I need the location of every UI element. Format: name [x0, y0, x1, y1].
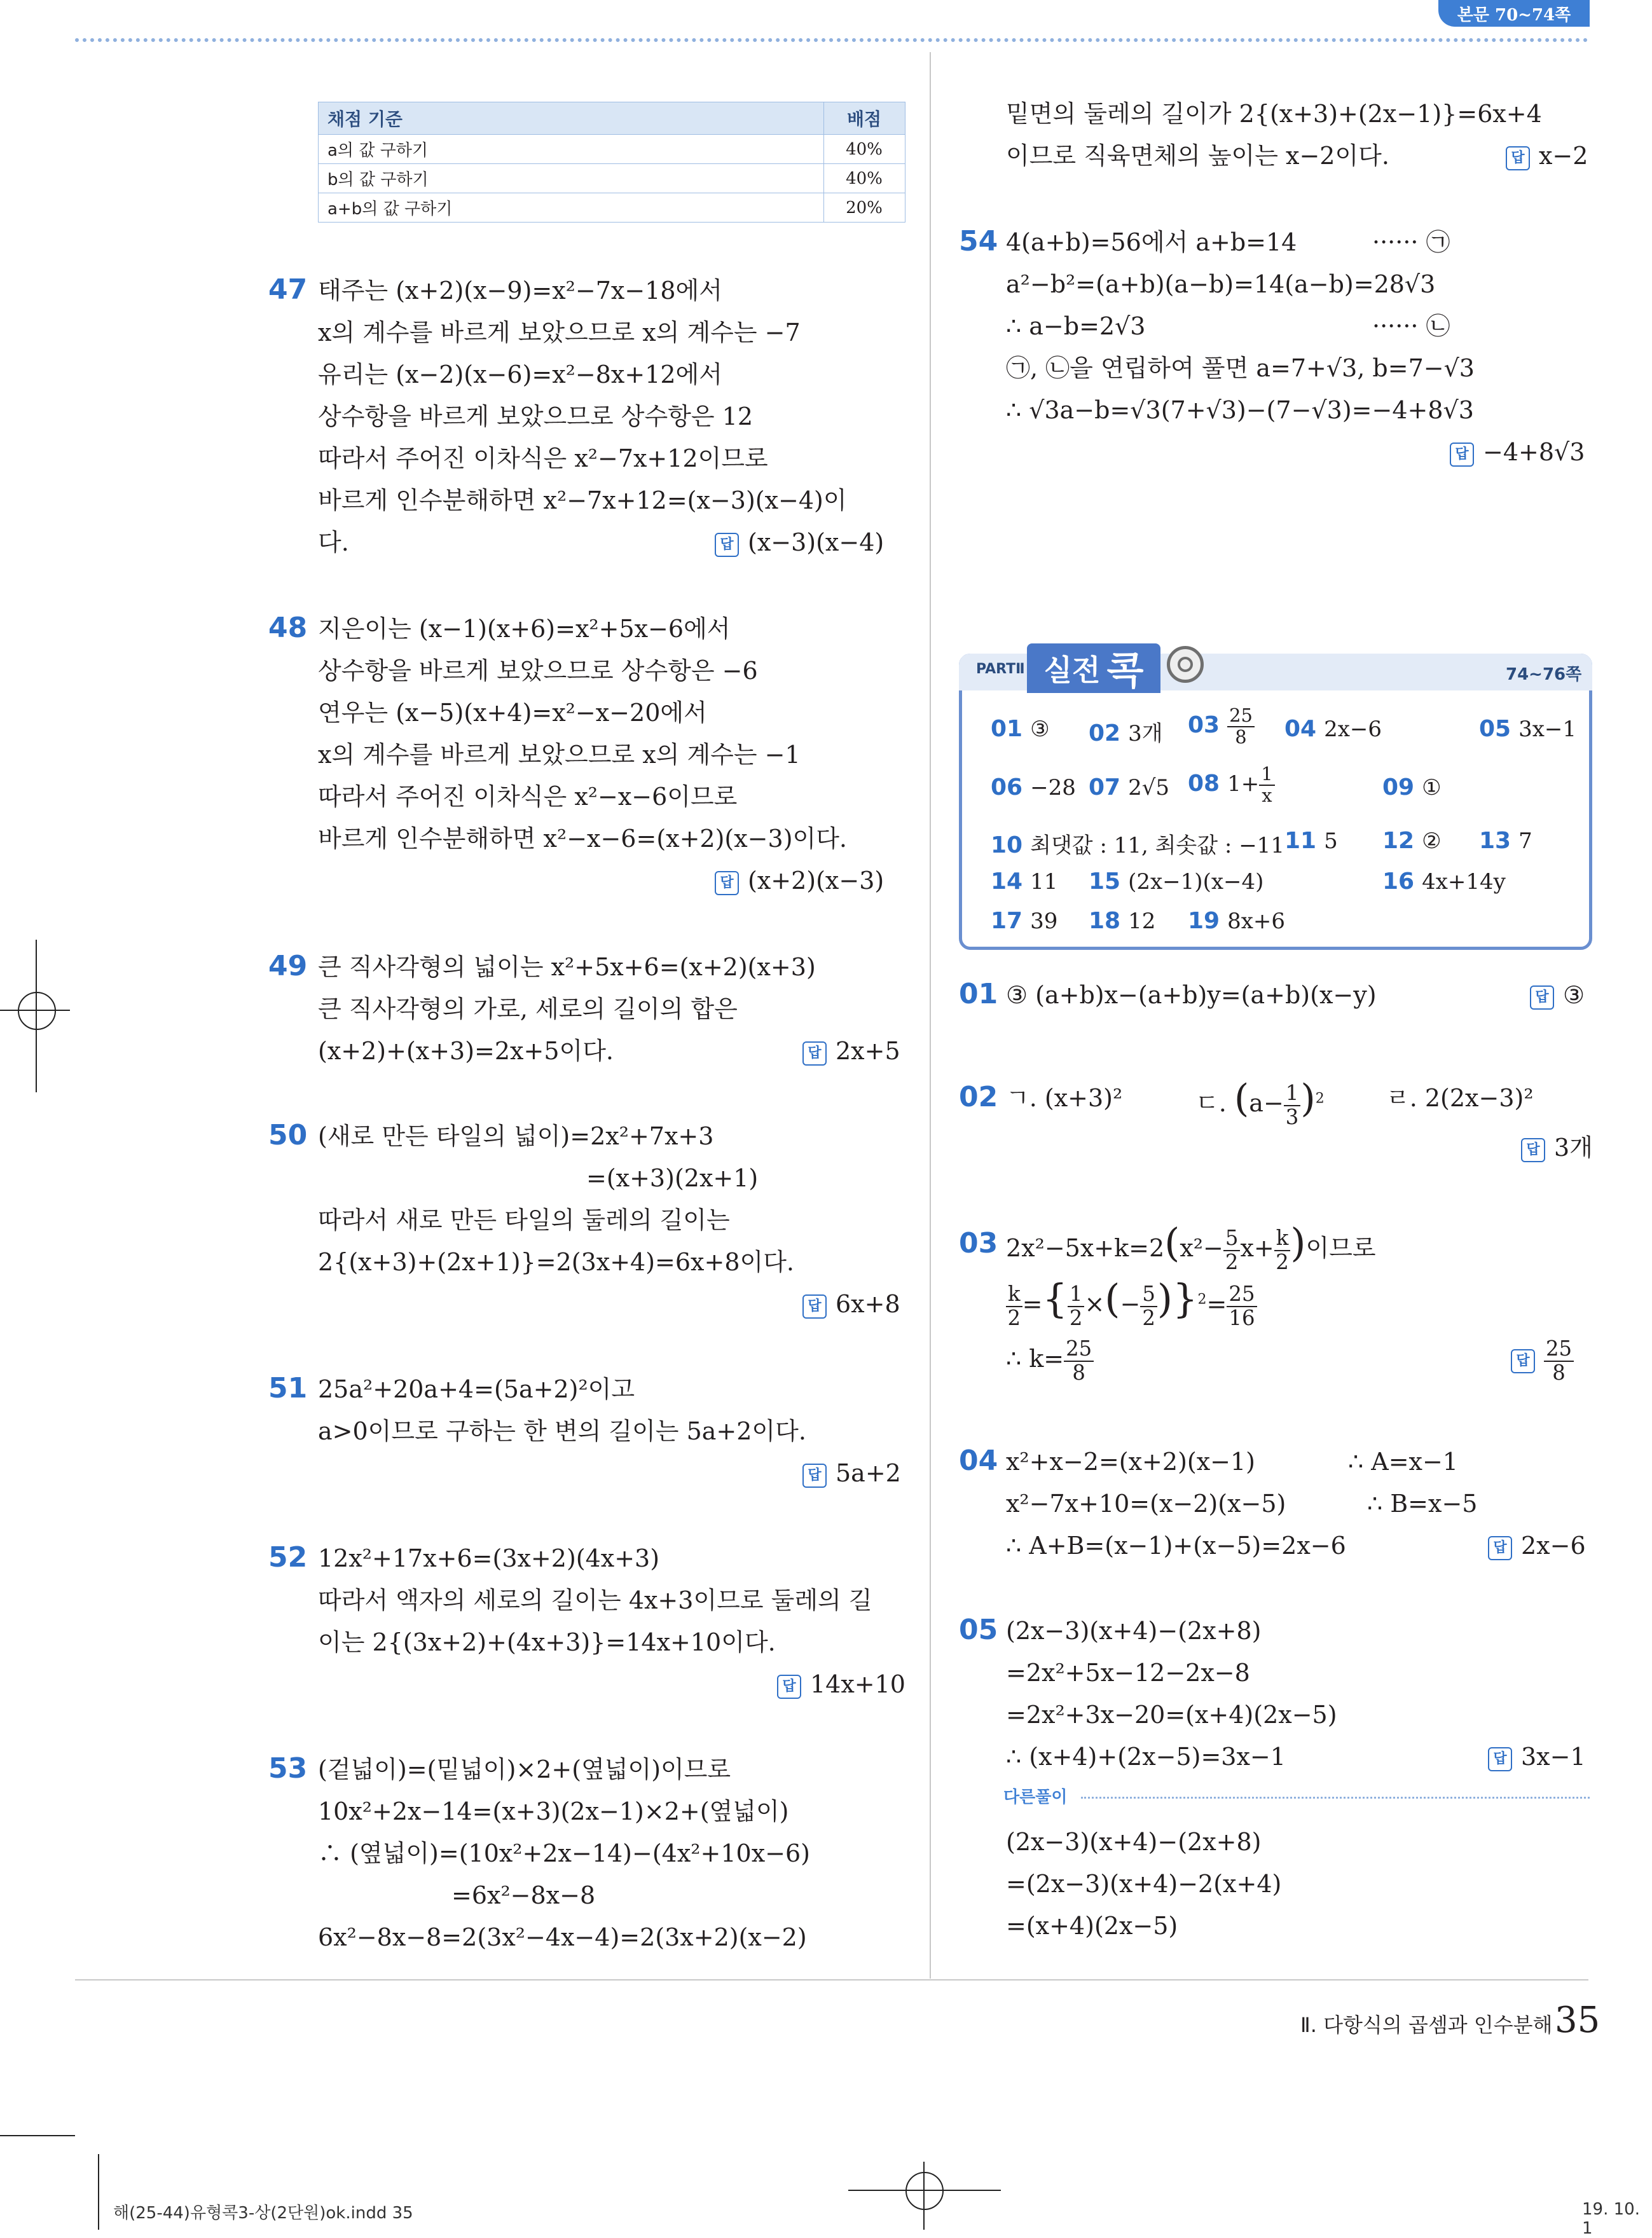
answer-mark-icon: 답: [1511, 1349, 1535, 1373]
quick-answer: [1089, 868, 1263, 895]
quick-answer: [1089, 774, 1169, 800]
quick-answer-number: 12: [1382, 828, 1415, 854]
solution-line: ∴ A=x−1: [1348, 1448, 1458, 1476]
problem-line: 25a²+20a+4=(5a+2)²이고: [318, 1375, 635, 1403]
problem-line: (x+2)+(x+3)=2x+5이다.: [318, 1037, 614, 1065]
part-label: PARTⅡ: [976, 661, 1025, 677]
crop-mark: [98, 2154, 99, 2230]
answer: [1521, 1132, 1593, 1164]
table-cell: a+b의 값 구하기: [319, 193, 824, 223]
problem-line: 따라서 주어진 이차식은 x²−7x+12이므로: [318, 444, 768, 472]
problem-line: 상수항을 바르게 보았으므로 상수항은 −6: [318, 657, 758, 685]
problem-line: x의 계수를 바르게 보았으므로 x의 계수는 −1: [318, 741, 801, 769]
quick-answer-number: 14: [991, 868, 1023, 895]
quick-answer-number: 04: [1284, 716, 1317, 742]
grading-table: [318, 102, 905, 223]
problem-number: 53: [268, 1752, 308, 1785]
quick-answer: [1188, 706, 1255, 748]
quick-answer-value: 3x−1: [1518, 717, 1577, 742]
page-range: 74~76쪽: [1506, 665, 1582, 684]
quick-answer-value: ①: [1422, 775, 1442, 800]
answer: [802, 1035, 900, 1067]
answer: [802, 1457, 901, 1489]
solution-number: 01: [959, 978, 998, 1010]
quick-answer-value: 4x+14y: [1422, 869, 1506, 895]
quick-answer-value: 39: [1030, 909, 1058, 934]
quick-answer-value: 8x+6: [1227, 909, 1286, 934]
answer: [777, 1668, 905, 1700]
quick-answer: [991, 716, 1050, 742]
problem-number: 49: [268, 950, 308, 982]
quick-answer-number: 09: [1382, 774, 1415, 800]
quick-answer-value: 2√5: [1128, 775, 1170, 800]
quick-answer: [1089, 908, 1155, 934]
answer-value: ③: [1563, 981, 1585, 1009]
solution-part: ㄱ. (x+3)²: [1006, 1084, 1123, 1112]
equation-mark: ······ ㉠: [1372, 228, 1450, 256]
answer-value: 6x+8: [836, 1290, 900, 1318]
problem-number: 50: [268, 1119, 308, 1151]
quick-answer-number: 10: [991, 832, 1023, 858]
answer-mark-icon: 답: [1450, 443, 1474, 467]
answer: [1488, 1741, 1586, 1773]
answer-value: 2x−6: [1521, 1532, 1586, 1560]
solution-line: $\frac{k}{2}$ ={ $\frac{1}{2}$ ×(− $\frac{5}{2}$ )}$^2$= $\frac{25}{16}$: [1006, 1278, 1257, 1329]
bottom-rule: [75, 1979, 1588, 1981]
problem-line: ∴ √3a−b=√3(7+√3)−(7−√3)=−4+8√3: [1006, 396, 1474, 424]
problem-line: 상수항을 바르게 보았으므로 상수항은 12: [318, 402, 753, 430]
quick-answer-number: 01: [991, 716, 1023, 742]
print-date: 19. 10. 1: [1582, 2200, 1640, 2238]
solution-line: ∴ B=x−5: [1367, 1490, 1478, 1518]
answer-value: x−2: [1539, 142, 1588, 170]
answer-mark-icon: 답: [1530, 985, 1554, 1010]
solution-line: x²−7x+10=(x−2)(x−5): [1006, 1490, 1286, 1518]
quick-answer: [1479, 828, 1532, 854]
problem-line: 다.: [318, 528, 349, 556]
problem-line: 유리는 (x−2)(x−6)=x²−8x+12에서: [318, 360, 722, 388]
problem-number: 54: [959, 225, 998, 257]
answer-value: 5a+2: [836, 1459, 901, 1487]
solution-line: 2x²−5x+k=2(x²− $\frac{5}{2}$ x+ $\frac{k}{2}$ )이므로: [1006, 1219, 1376, 1274]
problem-line: a>0이므로 구하는 한 변의 길이는 5a+2이다.: [318, 1417, 806, 1445]
problem-line: 12x²+17x+6=(3x+2)(4x+3): [318, 1544, 660, 1572]
quick-answer-number: 15: [1089, 868, 1121, 895]
problem-line: 따라서 주어진 이차식은 x²−x−6이므로: [318, 783, 738, 811]
quick-answer-value: 3개: [1128, 721, 1163, 746]
problem-line: a²−b²=(a+b)(a−b)=14(a−b)=28√3: [1006, 270, 1436, 298]
answer-value: −4+8√3: [1483, 438, 1585, 466]
table-cell: b의 값 구하기: [319, 164, 824, 193]
answer: [1511, 1338, 1574, 1384]
problem-line: 연우는 (x−5)(x+4)=x²−x−20에서: [318, 699, 707, 727]
quick-answer: [1382, 774, 1442, 800]
quick-answer: [991, 774, 1076, 800]
table-cell: 20%: [824, 193, 905, 223]
problem-line: 따라서 액자의 세로의 길이는 4x+3이므로 둘레의 길: [318, 1586, 872, 1614]
problem-line: 큰 직사각형의 넓이는 x²+5x+6=(x+2)(x+3): [318, 953, 816, 981]
answer: [1488, 1530, 1586, 1562]
quick-answer: 08 1+ $\frac{1}{x}$: [1188, 764, 1275, 806]
solution-part: ㄹ. 2(2x−3)²: [1386, 1084, 1534, 1112]
solution-line: =(x+4)(2x−5): [1006, 1912, 1178, 1940]
quick-answer-value: ③: [1030, 717, 1050, 742]
answer-mark-icon: 답: [802, 1041, 827, 1066]
quick-answer-number: 03: [1188, 711, 1220, 738]
answer: [1506, 140, 1588, 172]
answer-mark-icon: 답: [715, 871, 739, 895]
alt-solution-rule: [1081, 1797, 1590, 1799]
solution-line: ∴ A+B=(x−1)+(x−5)=2x−6: [1006, 1532, 1346, 1560]
quick-answer: [1089, 716, 1163, 747]
answer: [1450, 436, 1585, 468]
quick-answer-number: 16: [1382, 868, 1415, 895]
quick-answer-value: 5: [1324, 828, 1338, 854]
problem-line: (새로 만든 타일의 넓이)=2x²+7x+3: [318, 1122, 714, 1150]
problem-number: 52: [268, 1541, 308, 1574]
alt-solution-label: 다른풀이: [1003, 1788, 1068, 1807]
answer-mark-icon: 답: [1506, 146, 1530, 170]
quick-answer-number: 11: [1284, 828, 1317, 854]
problem-line: x의 계수를 바르게 보았으므로 x의 계수는 −7: [318, 319, 801, 347]
quick-answer-value: 2x−6: [1324, 717, 1382, 742]
solution-line: =2x²+5x−12−2x−8: [1006, 1659, 1250, 1687]
quick-answer: [991, 908, 1057, 934]
quick-answer-box: [959, 654, 1592, 950]
quick-answer-number: 19: [1188, 908, 1220, 934]
quick-answer: [991, 868, 1057, 895]
quick-answer: [991, 828, 1284, 859]
page-number: 35: [1555, 2000, 1600, 2041]
quick-answer: [1284, 716, 1382, 742]
answer-mark-icon: 답: [777, 1675, 801, 1699]
answer-value: 14x+10: [810, 1670, 905, 1698]
quick-answer-number: 06: [991, 774, 1023, 800]
solution-line: =2x²+3x−20=(x+4)(2x−5): [1006, 1701, 1337, 1729]
quick-answer: [1479, 716, 1576, 742]
header-dotted-rule: [75, 38, 1588, 42]
problem-number: 47: [268, 273, 308, 306]
solution-number: 04: [959, 1445, 998, 1477]
problem-line: =(x+3)(2x+1): [586, 1164, 759, 1192]
answer-value: 2x+5: [836, 1037, 900, 1065]
answer-mark-icon: 답: [802, 1294, 827, 1319]
solution-line: (2x−3)(x+4)−(2x+8): [1006, 1828, 1262, 1856]
problem-line: ㉠, ㉡을 연립하여 풀면 a=7+√3, b=7−√3: [1006, 354, 1475, 382]
quick-answer: [1382, 868, 1506, 895]
quick-answer-number: 07: [1089, 774, 1121, 800]
fraction: $\frac{25}{8}$: [1544, 1338, 1574, 1384]
quick-answer-value: 11: [1030, 869, 1058, 895]
solution-line: x²+x−2=(x+2)(x−1): [1006, 1448, 1255, 1476]
problem-number: 51: [268, 1372, 308, 1404]
answer: [802, 1288, 900, 1320]
solution-number: 02: [959, 1081, 998, 1113]
solution-line: (2x−3)(x+4)−(2x+8): [1006, 1617, 1262, 1645]
solution-number: 05: [959, 1614, 998, 1646]
quick-answer-number: 08: [1188, 770, 1220, 797]
quick-answer-number: 02: [1089, 720, 1121, 746]
solution-number: 03: [959, 1227, 998, 1260]
problem-line: 태주는 (x+2)(x−9)=x²−7x−18에서: [318, 277, 722, 305]
answer: [715, 526, 884, 558]
quick-answer-number: 13: [1479, 828, 1511, 854]
problem-line: 지은이는 (x−1)(x+6)=x²+5x−6에서: [318, 615, 731, 643]
file-name: 해(25-44)유형콕3-상(2단원)ok.indd 35: [113, 2204, 413, 2223]
problem-line: 이므로 직육면체의 높이는 x−2이다.: [1006, 142, 1389, 170]
table-cell: a의 값 구하기: [319, 135, 824, 164]
quick-answer-value: ②: [1422, 828, 1442, 854]
quick-answer-value: 7: [1518, 828, 1532, 854]
section-title-big: 콕: [1106, 649, 1144, 694]
problem-line: 10x²+2x−14=(x+3)(2x−1)×2+(옆넓이): [318, 1797, 789, 1825]
answer-mark-icon: 답: [1521, 1138, 1545, 1162]
solution-line: ③ (a+b)x−(a+b)y=(a+b)(x−y): [1006, 981, 1377, 1009]
table-row: [319, 164, 905, 193]
table-cell: 40%: [824, 135, 905, 164]
answer-mark-icon: 답: [1488, 1747, 1512, 1771]
solution-line: ∴ (x+4)+(2x−5)=3x−1: [1006, 1743, 1286, 1771]
problem-line: 2{(x+3)+(2x+1)}=2(3x+4)=6x+8이다.: [318, 1248, 794, 1276]
answer-value: (x−3)(x−4): [748, 528, 885, 556]
problem-line: 바르게 인수분해하면 x²−x−6=(x+2)(x−3)이다.: [318, 825, 848, 853]
table-header: 배점: [824, 102, 905, 135]
table-header-row: [319, 102, 905, 135]
problem-line: (겉넓이)=(밑넓이)×2+(옆넓이)이므로: [318, 1755, 731, 1783]
table-row: [319, 193, 905, 223]
answer: [1530, 979, 1585, 1011]
problem-line: 따라서 새로 만든 타일의 둘레의 길이는: [318, 1206, 730, 1234]
quick-answer-value: 12: [1128, 909, 1156, 934]
section-title-text: 실전: [1043, 653, 1101, 687]
quick-answer: [1382, 828, 1442, 854]
answer-mark-icon: 답: [715, 533, 739, 557]
registration-mark: [18, 992, 56, 1030]
problem-line: ∴ (옆넓이)=(10x²+2x−14)−(4x²+10x−6): [318, 1839, 810, 1867]
chapter-title: Ⅱ. 다항식의 곱셈과 인수분해: [1300, 2013, 1553, 2037]
quick-answer-number: 17: [991, 908, 1023, 934]
section-title: [1027, 643, 1160, 693]
table-header: 채점 기준: [319, 102, 824, 135]
answer-mark-icon: 답: [802, 1464, 827, 1488]
problem-line: =6x²−8x−8: [451, 1881, 596, 1909]
answer-mark-icon: 답: [1488, 1536, 1512, 1560]
equation-mark: ······ ㉡: [1372, 312, 1450, 340]
quick-answer-value: 최댓값 : 11, 최솟값 : −11: [1030, 833, 1284, 858]
solution-line: =(2x−3)(x+4)−2(x+4): [1006, 1870, 1282, 1898]
crop-mark: [0, 2135, 75, 2136]
solution-part: ㄷ. (a− $\frac{1}{3}$ )$^2$: [1195, 1076, 1325, 1129]
quick-answer-number: 05: [1479, 716, 1511, 742]
problem-line: 큰 직사각형의 가로, 세로의 길이의 합은: [318, 995, 738, 1023]
registration-mark: [905, 2172, 944, 2210]
problem-line: 바르게 인수분해하면 x²−7x+12=(x−3)(x−4)이: [318, 486, 847, 514]
quick-answer-value: (2x−1)(x−4): [1128, 869, 1264, 895]
quick-answer-value: −28: [1030, 775, 1076, 800]
answer-value: (x+2)(x−3): [748, 867, 885, 895]
table-cell: 40%: [824, 164, 905, 193]
problem-line: 4(a+b)=56에서 a+b=14: [1006, 228, 1297, 256]
problem-line: 밑면의 둘레의 길이가 2{(x+3)+(2x−1)}=6x+4: [1006, 100, 1542, 128]
quick-answer: [1188, 908, 1285, 934]
problem-line: 6x²−8x−8=2(3x²−4x−4)=2(3x+2)(x−2): [318, 1923, 807, 1951]
problem-number: 48: [268, 612, 308, 644]
table-row: [319, 135, 905, 164]
answer: [715, 865, 884, 896]
quick-answer: [1284, 828, 1338, 854]
answer-value: 3개: [1554, 1134, 1593, 1162]
answer-value: 3x−1: [1521, 1743, 1586, 1771]
column-divider: [930, 52, 931, 1979]
problem-line: ∴ a−b=2√3: [1006, 312, 1146, 340]
quick-answer-number: 18: [1089, 908, 1121, 934]
target-icon: [1167, 646, 1204, 683]
page-range-tab: 본문 70~74쪽: [1438, 0, 1590, 27]
fraction: $\frac{25}{8}$: [1227, 706, 1255, 748]
problem-line: 이는 2{(3x+2)+(4x+3)}=14x+10이다.: [318, 1628, 776, 1656]
fraction: $\frac{1}{x}$: [1259, 764, 1274, 806]
solution-line: ∴ k= $\frac{25}{8}$: [1006, 1338, 1094, 1384]
